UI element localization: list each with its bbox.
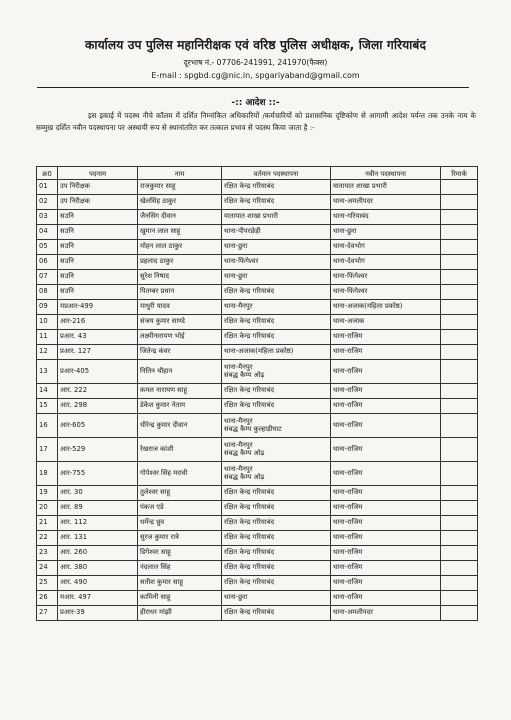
cell-name: कामिनी साहू [138,591,222,606]
table-row [37,438,478,462]
cell-new-posting: थाना-फिंगेश्वर [331,285,441,300]
cell-sn: 02 [37,195,58,210]
cell-sn: 23 [37,546,58,561]
cell-sn: 27 [37,606,58,621]
cell-name: सुरेश निषाद [138,270,222,285]
order-paragraph: इस इकाई में पदस्थ नीचे कॉलम में दर्शित निम्नांकित अधिकारियों /कर्मचारियों को प्रशासनिक दृष्टिकोण से आगामी आदेश पर्यन्त तक उनके नाम के सम्मुख दर्शित नवीन पदस्थापना पर अस्थायी रूप से स्थानांतरित कर तत्काल प्रभाव से पदस्थ किया जाता है :- [36,111,476,132]
cell-new-posting: थाना-फिंगेश्वर [331,270,441,285]
table-row [37,384,478,399]
table-row [37,486,478,501]
cell-new-posting: थाना-राजिम [331,486,441,501]
table-row [37,576,478,591]
cell-name: डिगेश्वर साहू [138,546,222,561]
cell-sn: 03 [37,210,58,225]
current-posting-line: रक्षित केन्द्र गरियाबंद [224,332,275,341]
cell-sn: 25 [37,576,58,591]
cell-new-posting: थाना-राजिम [331,360,441,384]
cell-new-posting: थाना-राजिम [331,462,441,486]
cell-new-posting: थाना-राजिम [331,399,441,414]
cell-name: गोपेश्वर सिंह मरावी [138,462,222,486]
cell-sn: 11 [37,330,58,345]
cell-remark [441,516,478,531]
cell-current-posting [222,531,331,546]
cell-new-posting: थाना-गरियाबंद [331,210,441,225]
cell-current-posting [222,270,331,285]
cell-current-posting [222,330,331,345]
cell-name: संजय कुमार साण्डे [138,315,222,330]
cell-rank: सउनि [58,225,138,240]
current-posting-line: संबद्ध कैम्प ओढ़ [224,472,265,481]
cell-remark [441,576,478,591]
cell-rank: सउनि [58,255,138,270]
cell-rank: आर. 89 [58,501,138,516]
cell-sn: 04 [37,225,58,240]
cell-remark [441,414,478,438]
cell-remark [441,546,478,561]
cell-current-posting [222,591,331,606]
cell-rank: आर. 260 [58,546,138,561]
cell-remark [441,591,478,606]
current-posting-line: थाना-मैनपुर [224,464,253,473]
cell-rank: मआर. 497 [58,591,138,606]
cell-current-posting [222,300,331,315]
current-posting-line: थाना-मैनपुर [224,362,253,371]
header-current-posting: वर्तमान पदस्थापना [222,167,331,180]
email-line: E-mail : spgbd.cg@nic.in, spgariyaband@gmail.com [151,71,360,80]
table-row [37,195,478,210]
cell-sn: 12 [37,345,58,360]
cell-current-posting [222,438,331,462]
current-posting-line: थाना-पीपरछेड़ी [224,227,261,236]
table-row [37,210,478,225]
cell-remark [441,315,478,330]
cell-remark [441,225,478,240]
cell-remark [441,438,478,462]
cell-rank: आर-216 [58,315,138,330]
cell-new-posting: थाना-राजिम [331,414,441,438]
current-posting-line: थाना-छुरा [224,593,248,602]
current-posting-line: संबद्ध कैम्प ओढ़ [224,370,265,379]
cell-remark [441,606,478,621]
cell-current-posting [222,315,331,330]
cell-rank: आर. 490 [58,576,138,591]
cell-rank: मप्रआर-499 [58,300,138,315]
cell-name: नंदलाल सिंह [138,561,222,576]
cell-rank: प्रआर-39 [58,606,138,621]
current-posting-line: रक्षित केन्द्र गरियाबंद [224,563,275,572]
cell-sn: 07 [37,270,58,285]
cell-new-posting: थाना-राजिम [331,561,441,576]
cell-sn: 24 [37,561,58,576]
cell-remark [441,399,478,414]
cell-sn: 08 [37,285,58,300]
current-posting-line: थाना-छुरा [224,242,248,251]
cell-name: जितेन्द्र कंवर [138,345,222,360]
cell-sn: 20 [37,501,58,516]
cell-current-posting [222,225,331,240]
cell-new-posting: थाना-राजिम [331,546,441,561]
cell-remark [441,270,478,285]
letterhead [0,36,511,80]
cell-new-posting: थाना-अजाक [331,315,441,330]
cell-new-posting: थाना-देवभोग [331,240,441,255]
order-heading: -:: आदेश ::- [231,98,280,108]
table-row [37,546,478,561]
cell-name: मोहन लाल ठाकुर [138,240,222,255]
cell-new-posting: थाना-अमलीपदर [331,606,441,621]
cell-remark [441,210,478,225]
table-header-row [37,167,478,180]
cell-remark [441,330,478,345]
cell-sn: 14 [37,384,58,399]
cell-rank: आर. 222 [58,384,138,399]
phone-line: दूरभाष नं.- 07706-241991, 241970(फैक्स) [183,58,328,67]
cell-new-posting: थाना-राजिम [331,576,441,591]
cell-new-posting: थाना-राजिम [331,591,441,606]
table-row [37,531,478,546]
cell-new-posting: थाना-अमलीपदर [331,195,441,210]
cell-new-posting: थाना-देवभोग [331,255,441,270]
cell-rank: आर. 112 [58,516,138,531]
table-row [37,315,478,330]
table-body [37,180,478,621]
table-row [37,516,478,531]
table-row [37,501,478,516]
cell-name: खेलसिंह ठाकुर [138,195,222,210]
current-posting-line: थाना-अजाक(महिला प्रकोष्ठ) [224,347,294,356]
cell-name: लक्ष्मीनारायण भोई [138,330,222,345]
table-row [37,360,478,384]
cell-new-posting: यातायात शाखा प्रभारी [331,180,441,195]
cell-current-posting [222,561,331,576]
current-posting-line: रक्षित केन्द्र गरियाबंद [224,503,275,512]
cell-sn: 26 [37,591,58,606]
current-posting-line: रक्षित केन्द्र गरियाबंद [224,287,275,296]
table-row [37,180,478,195]
table-row [37,414,478,438]
table-row [37,591,478,606]
cell-current-posting [222,546,331,561]
cell-rank: प्रआर. 43 [58,330,138,345]
cell-name: धर्मेन्द्र ध्रुव [138,516,222,531]
cell-current-posting [222,399,331,414]
current-posting-line: थाना-मैनपुर [224,440,253,449]
cell-new-posting: थाना-राजिम [331,330,441,345]
header-new-posting: नवीन पदस्थापना [331,167,441,180]
cell-remark [441,180,478,195]
cell-sn: 22 [37,531,58,546]
cell-sn: 16 [37,414,58,438]
cell-sn: 18 [37,462,58,486]
current-posting-line: रक्षित केन्द्र गरियाबंद [224,533,275,542]
cell-current-posting [222,210,331,225]
cell-rank: आर-755 [58,462,138,486]
table-row [37,462,478,486]
office-title: कार्यालय उप पुलिस महानिरीक्षक एवं वरिष्ठ पुलिस अधीक्षक, जिला गरियाबंद [84,38,427,52]
current-posting-line: रक्षित केन्द्र गरियाबंद [224,488,275,497]
cell-sn: 21 [37,516,58,531]
cell-current-posting [222,606,331,621]
cell-new-posting: थाना-राजिम [331,501,441,516]
cell-name: खुमान लाल साहू [138,225,222,240]
cell-new-posting: थाना-राजिम [331,345,441,360]
cell-name: जैनसिंग दीवान [138,210,222,225]
table-row [37,606,478,621]
cell-remark [441,240,478,255]
table-row [37,330,478,345]
cell-rank: सउनि [58,210,138,225]
cell-current-posting [222,576,331,591]
cell-rank: आर-605 [58,414,138,438]
cell-new-posting: थाना-राजिम [331,384,441,399]
cell-name: रेखराज कांशी [138,438,222,462]
header-sn: क्र0 [37,167,58,180]
header-rank: पदनाम [58,167,138,180]
table-row [37,285,478,300]
current-posting-line: रक्षित केन्द्र गरियाबंद [224,518,275,527]
current-posting-line: थाना-मैनपुर [224,416,253,425]
cell-rank: उप निरीक्षक [58,180,138,195]
cell-remark [441,486,478,501]
cell-name: नितिन चौहान [138,360,222,384]
cell-rank: आर. 380 [58,561,138,576]
table-row [37,561,478,576]
cell-name: हीराधर मांझी [138,606,222,621]
table-row [37,225,478,240]
cell-remark [441,360,478,384]
cell-current-posting [222,345,331,360]
cell-remark [441,255,478,270]
cell-rank: आर. 30 [58,486,138,501]
table-row [37,240,478,255]
table-row [37,255,478,270]
cell-sn: 01 [37,180,58,195]
cell-name: तुलेश्वर साहू [138,486,222,501]
table-row [37,399,478,414]
cell-current-posting [222,501,331,516]
transfer-table [36,166,478,621]
cell-remark [441,531,478,546]
cell-rank: प्रआर-405 [58,360,138,384]
cell-name: सतीश कुमार साहू [138,576,222,591]
cell-current-posting [222,180,331,195]
cell-new-posting: थाना-राजिम [331,516,441,531]
current-posting-line: रक्षित केन्द्र गरियाबंद [224,401,275,410]
cell-remark [441,345,478,360]
cell-remark [441,300,478,315]
cell-sn: 13 [37,360,58,384]
cell-rank: प्रआर. 127 [58,345,138,360]
cell-sn: 17 [37,438,58,462]
cell-current-posting [222,255,331,270]
cell-sn: 05 [37,240,58,255]
cell-name: धीरेन्द्र कुमार दीवान [138,414,222,438]
cell-name: पंकज एडे [138,501,222,516]
table-row [37,270,478,285]
cell-current-posting [222,516,331,531]
current-posting-line: यातायात शाखा प्रभारी [224,212,278,221]
cell-new-posting: थाना-राजिम [331,438,441,462]
current-posting-line: रक्षित केन्द्र गरियाबंद [224,386,275,395]
header-name: नाम [138,167,222,180]
current-posting-line: रक्षित केन्द्र गरियाबंद [224,608,275,617]
current-posting-line: रक्षित केन्द्र गरियाबंद [224,182,275,191]
cell-name: सुरज कुमार रात्रे [138,531,222,546]
current-posting-line: संबद्ध कैम्प कुल्हाड़ीघाट [224,424,282,433]
cell-current-posting [222,195,331,210]
cell-sn: 09 [37,300,58,315]
cell-rank: सउनि [58,240,138,255]
cell-rank: आर-529 [58,438,138,462]
cell-sn: 06 [37,255,58,270]
header-remark: रिमार्क [441,167,478,180]
table-row [37,300,478,315]
cell-current-posting [222,462,331,486]
header-divider [37,87,469,88]
cell-sn: 10 [37,315,58,330]
current-posting-line: रक्षित केन्द्र गरियाबंद [224,317,275,326]
cell-remark [441,462,478,486]
cell-current-posting [222,240,331,255]
cell-remark [441,561,478,576]
cell-current-posting [222,285,331,300]
cell-rank: सउनि [58,285,138,300]
cell-name: पितम्बर प्रधान [138,285,222,300]
cell-name: माधुरी यादव [138,300,222,315]
cell-current-posting [222,360,331,384]
cell-remark [441,384,478,399]
cell-name: प्रहलाद ठाकुर [138,255,222,270]
cell-new-posting: थाना-अजाक(महिला प्रकोष्ठ) [331,300,441,315]
cell-current-posting [222,384,331,399]
current-posting-line: थाना-मैनपुर [224,302,253,311]
cell-new-posting: थाना-राजिम [331,531,441,546]
cell-rank: सउनि [58,270,138,285]
cell-remark [441,195,478,210]
cell-remark [441,501,478,516]
current-posting-line: रक्षित केन्द्र गरियाबंद [224,197,275,206]
cell-rank: उप निरीक्षक [58,195,138,210]
cell-sn: 19 [37,486,58,501]
cell-new-posting: थाना-छुरा [331,225,441,240]
cell-name: राजकुमार साहू [138,180,222,195]
current-posting-line: रक्षित केन्द्र गरियाबंद [224,548,275,557]
current-posting-line: थाना-छुरा [224,272,248,281]
cell-current-posting [222,414,331,438]
cell-sn: 15 [37,399,58,414]
current-posting-line: संबद्ध कैम्प ओढ़ [224,448,265,457]
cell-name: डेकेश कुमार नेताम [138,399,222,414]
table-row [37,345,478,360]
current-posting-line: रक्षित केन्द्र गरियाबंद [224,578,275,587]
current-posting-line: थाना-फिंगेश्वर [224,257,259,266]
cell-name: कमल नारायण साहू [138,384,222,399]
cell-remark [441,285,478,300]
cell-current-posting [222,486,331,501]
cell-rank: आर. 298 [58,399,138,414]
cell-rank: आर. 131 [58,531,138,546]
